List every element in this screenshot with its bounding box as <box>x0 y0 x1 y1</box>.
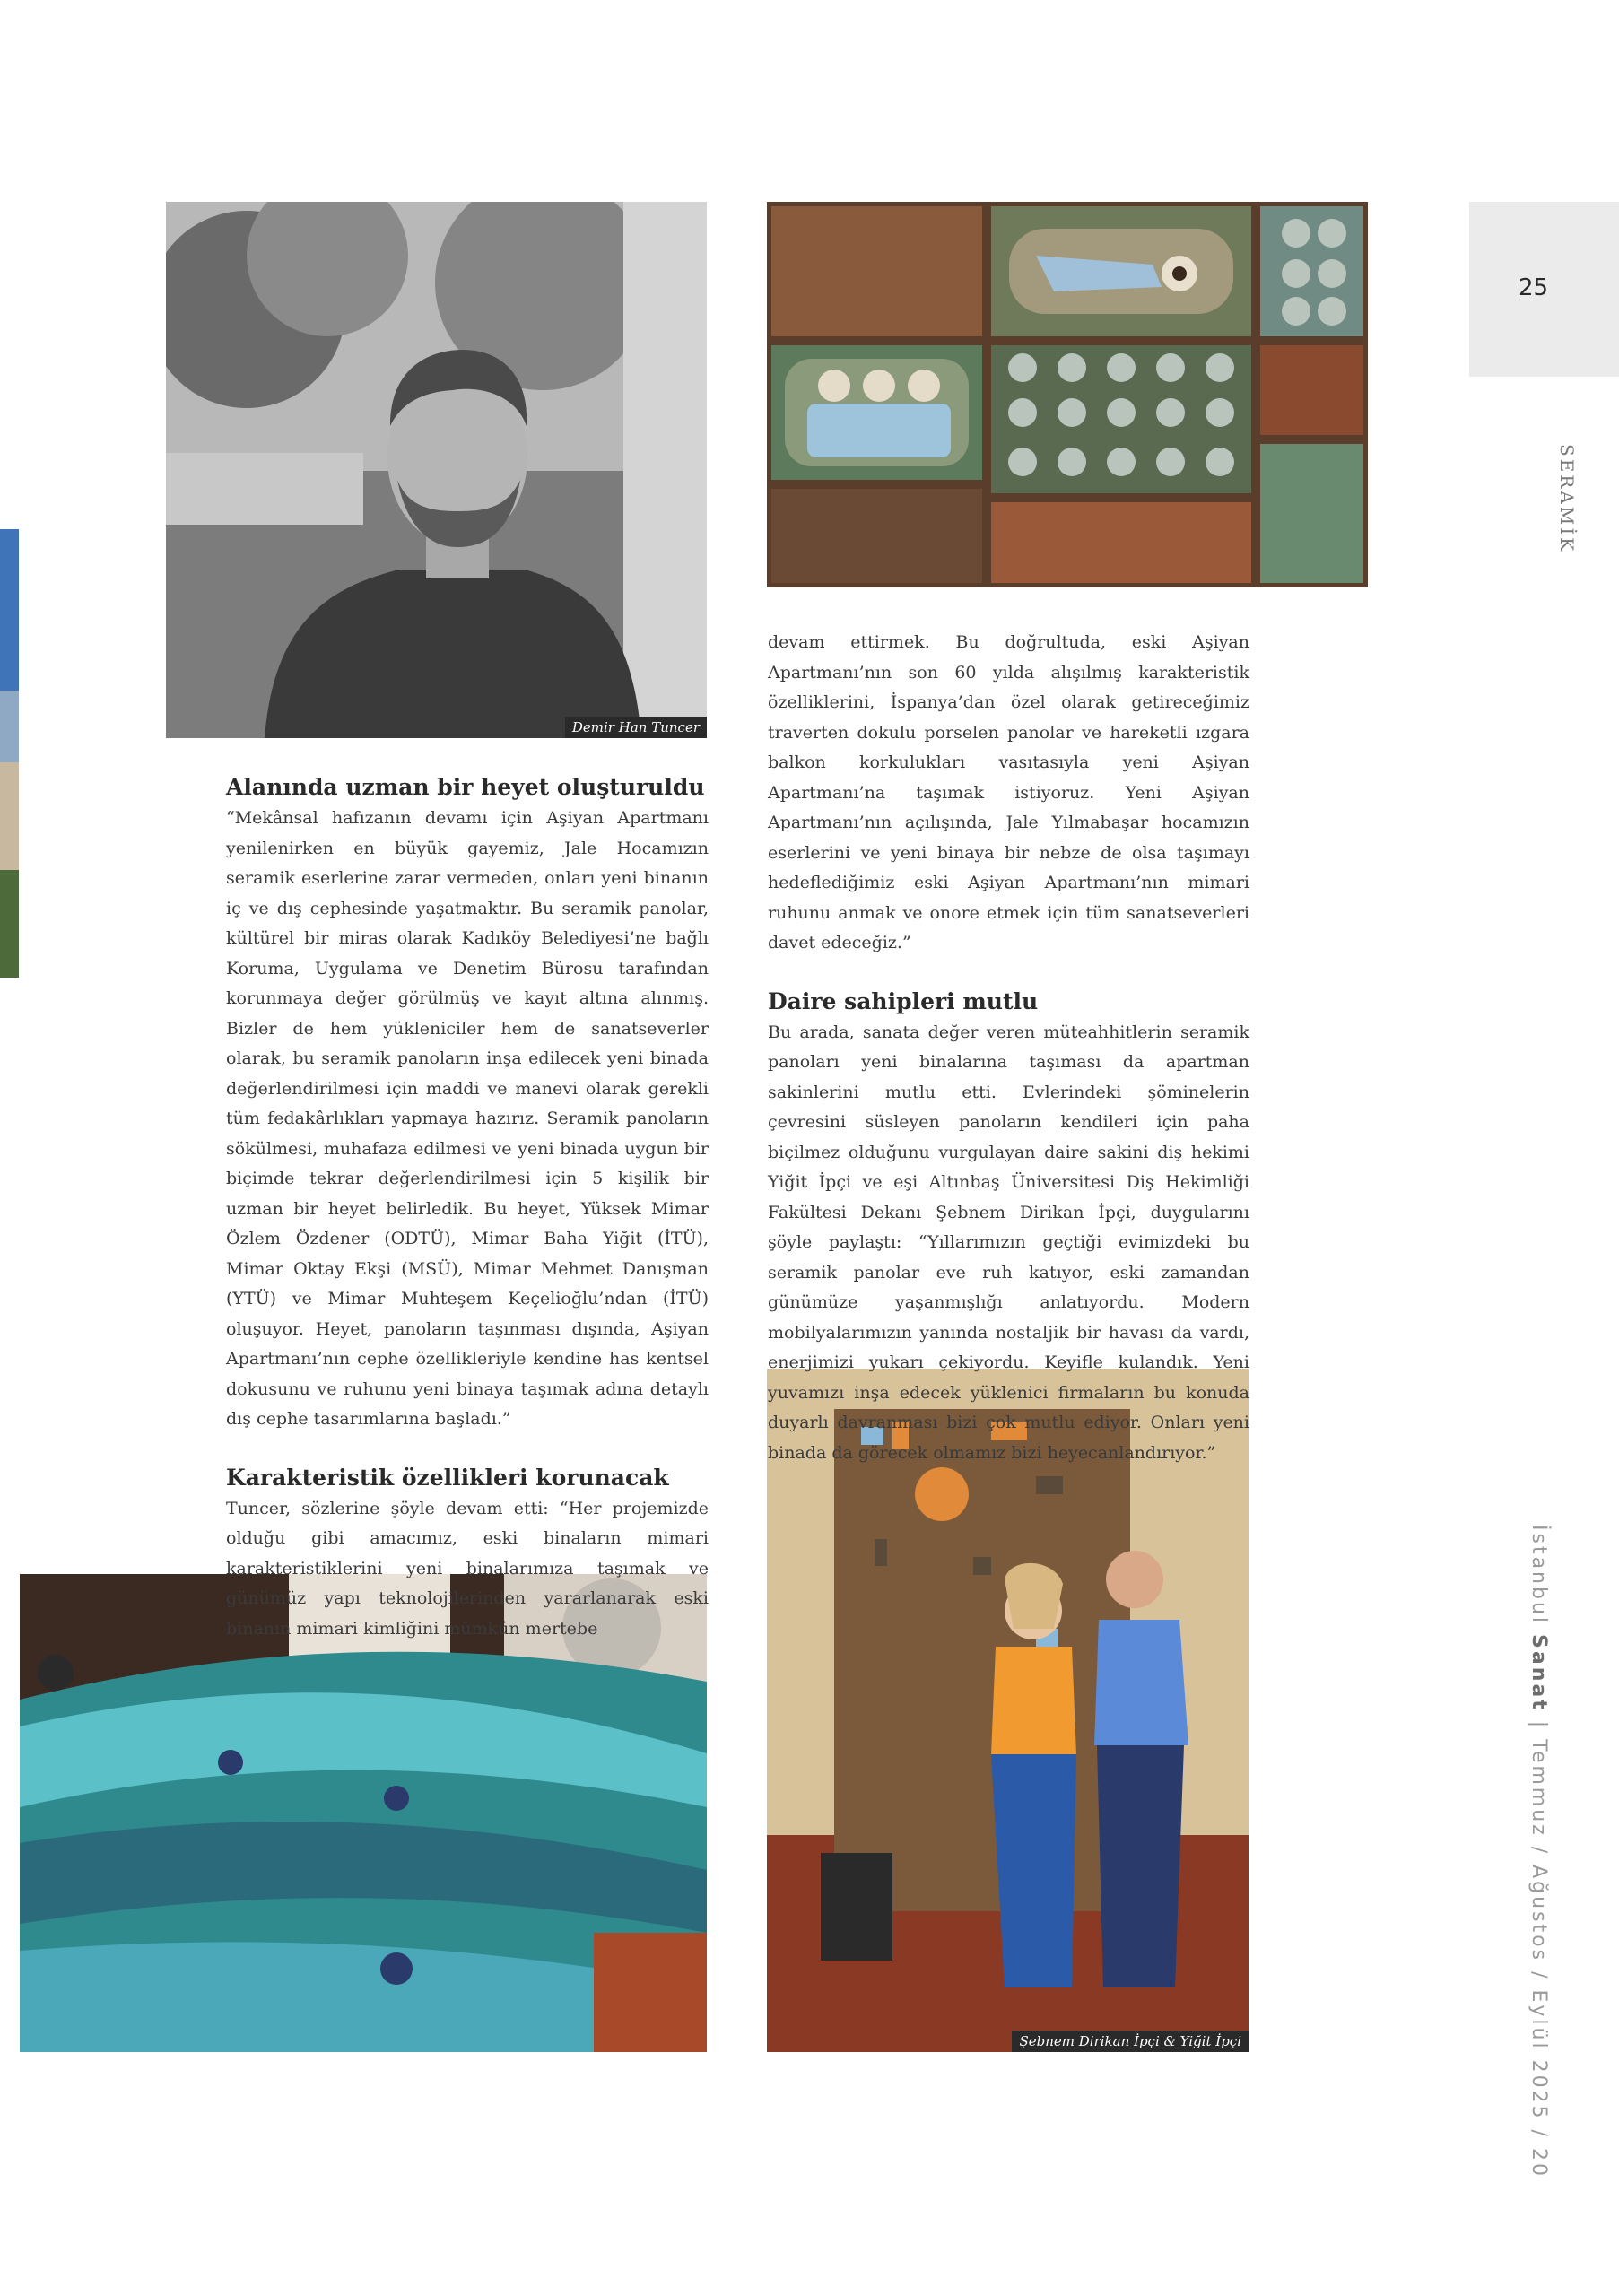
magazine-footer <box>1528 1525 1550 2179</box>
paragraph-continuation: devam ettirmek. Bu doğrultuda, eski Aşiyan Apartmanı’nın son 60 yılda alışılmış karakteristik özelliklerini, İspanya’dan özel olarak getireceğimiz traverten dokulu porselen panolar ve hareketli ızgara balkon korkulukları vasıtasıyla yeni Aşiyan Apartmanı’na taşımak istiyoruz. Yeni Aşiyan Apartmanı’nın açılışında, Jale Yılmabaşar hocamızın eserlerini ve yeni binaya bir nebze de olsa taşımayı hedeflediğimiz eski Aşiyan Apartmanı’nın mimari ruhunu anmak ve onore etmek için tüm sanatseverleri davet edeceğiz.” <box>768 632 1249 952</box>
magazine-prefix: İstanbul <box>1528 1525 1550 1635</box>
edge-photo-fragment <box>0 529 19 978</box>
portrait-photo <box>166 202 707 738</box>
heading-owners-happy: Daire sahipleri mutlu <box>768 987 1039 1014</box>
paragraph-owners-happy: Bu arada, sanata değer veren müteahhitlerin seramik panoları yeni binalarına taşıması da apartman sakinlerini mutlu etti. Evlerindeki şöminelerin çevresini süsleyen panoların kendileri için paha biçilmez olduğunu vurgulayan daire sakini diş hekimi Yiğit İpçi ve eşi Altınbaş Üniversitesi Diş Hekimliği Fakültesi Dekanı Şebnem Dirikan İpçi, duygularını şöyle paylaştı: “Yıllarımızın geçtiği evimizdeki bu seramik panolar eve ruh katıyor, eski zamandan günümüze yaşanmışlığı anlatıyordu. Modern mobilyalarımızın yanında nostaljik bir havası da vardı, enerjimizi yukarı çekiyordu. Keyifle kulandık. Yeni yuvamızı inşa edecek yüklenici firmaların bu konuda duyarlı davranması bizi çok mutlu ediyor. Onları yeni binada da görecek olmamız bizi heyecanlandırıyor.” <box>768 1022 1249 1463</box>
magazine-brand: Sanat <box>1528 1634 1550 1712</box>
couple-caption: Şebnem Dirikan İpçi & Yiğit İpçi <box>1012 2031 1249 2052</box>
page-number: 25 <box>1519 274 1549 301</box>
left-text-column <box>226 771 709 1644</box>
section-label: SERAMİK <box>1556 444 1578 554</box>
magazine-issue: | Temmuz / Ağustos / Eylül 2025 / 20 <box>1528 1711 1550 2179</box>
ceramic-panel-photo <box>767 202 1368 587</box>
right-text-column <box>768 628 1249 1468</box>
couple-fireplace-photo <box>767 1369 1249 2052</box>
turquoise-ceramic-photo <box>20 1574 707 2052</box>
portrait-caption: Demir Han Tuncer <box>565 717 707 738</box>
heading-characteristics: Karakteristik özellikleri korunacak <box>226 1464 669 1491</box>
paragraph-expert-committee: “Mekânsal hafızanın devamı için Aşiyan Apartmanı yenilenirken en büyük gayemiz, Jale Hocamızın seramik eserlerine zarar vermeden, onları yeni binanın iç ve dış cephesinde yaşatmaktır. Bu seramik panolar, kültürel bir miras olarak Kadıköy Belediyesi’ne bağlı Koruma, Uygulama ve Denetim Bürosu tarafından korunmaya değer görülmüş ve kayıt altına alınmış. Bizler de hem yükleniciler hem de sanatseverler olarak, bu seramik panoların inşa edilecek yeni binada değerlendirilmesi için maddi ve manevi olarak gerekli tüm fedakârlıkları yapmaya hazırız. Seramik panoların sökülmesi, muhafaza edilmesi ve yeni binada uygun bir biçimde tekrar değerlendirilmesi için 5 kişilik bir uzman bir heyet belirledik. Bu heyet, Yüksek Mimar Özlem Özdener (ODTÜ), Mimar Baha Yiğit (İTÜ), Mimar Oktay Ekşi (MSÜ), Mimar Mehmet Danışman (YTÜ) ve Mimar Muhteşem Keçelioğlu’ndan (İTÜ) oluşuyor. Heyet, panoların taşınması dışında, Aşiyan Apartmanı’nın cephe özellikleriyle kendine has kentsel dokusunu ve ruhunu yeni binaya taşımak adına detaylı dış cephe tasarımlarına başladı.” <box>226 808 709 1429</box>
paragraph-characteristics: Tuncer, sözlerine şöyle devam etti: “Her projemizde olduğu gibi amacımız, eski binaların mimari karakteristiklerini yeni binalarımıza taşımak ve günümüz yapı teknolojilerinden yararlanarak eski binanın mimari kimliğini mümkün mertebe <box>226 1498 709 1639</box>
heading-expert-committee: Alanında uzman bir heyet oluşturuldu <box>226 774 705 800</box>
